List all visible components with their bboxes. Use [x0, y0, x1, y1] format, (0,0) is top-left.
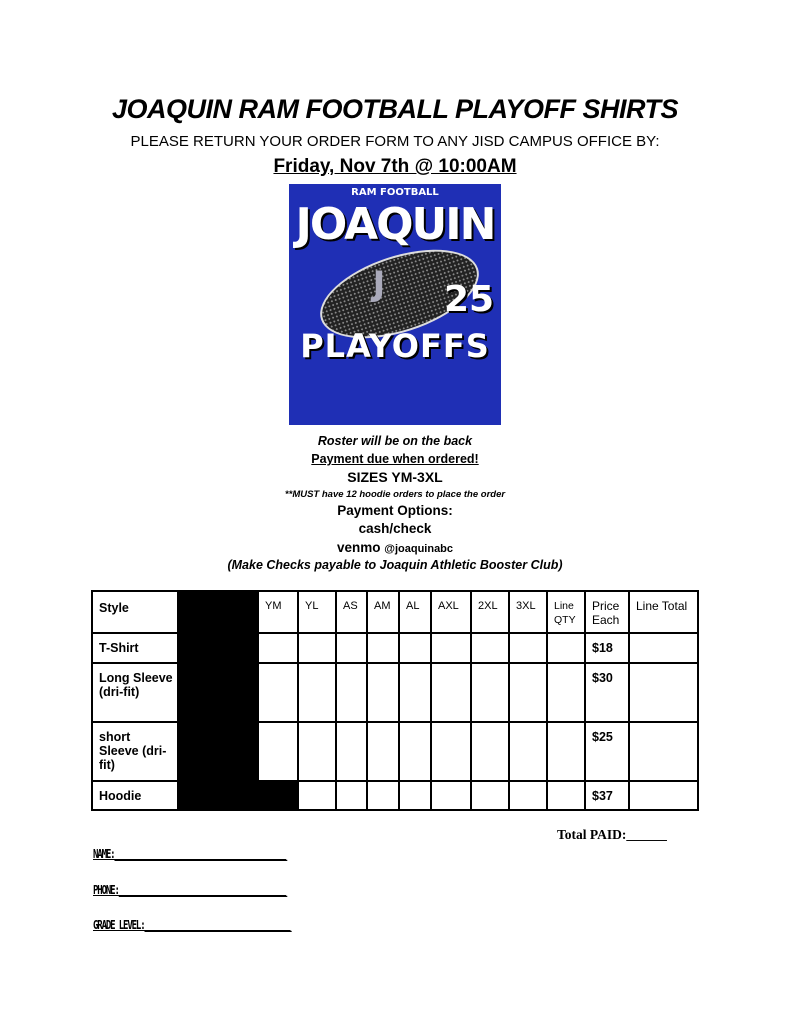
sizes: SIZES YM-3XL: [347, 469, 443, 485]
poster-name: JOAQUIN: [295, 199, 495, 250]
price-cell: $30: [585, 663, 629, 722]
hoodie-note: **MUST have 12 hoodie orders to place the order: [284, 489, 506, 500]
qty-input[interactable]: [367, 781, 399, 810]
header-style: Style: [92, 591, 178, 633]
qty-input[interactable]: [367, 633, 399, 663]
venmo-line: [0, 540, 790, 557]
redacted-cell: [178, 722, 258, 781]
header-line-total: Line Total: [629, 591, 698, 633]
cash-check: cash/check: [358, 521, 432, 536]
qty-input[interactable]: [258, 722, 298, 781]
qty-input[interactable]: [509, 781, 547, 810]
roster-note: Roster will be on the back: [317, 434, 473, 448]
return-instructions: PLEASE RETURN YOUR ORDER FORM TO ANY JISD CAMPUS OFFICE BY:: [130, 133, 660, 150]
playoff-poster-image: [289, 184, 501, 425]
qty-input[interactable]: [399, 781, 431, 810]
qty-input[interactable]: [298, 722, 336, 781]
line-qty-input[interactable]: [547, 722, 585, 781]
header-price-each: Price Each: [585, 591, 629, 633]
table-row: [92, 633, 698, 663]
poster-year: 25: [443, 279, 495, 320]
qty-input[interactable]: [336, 722, 367, 781]
name-field[interactable]: NAME:________________________________________: [93, 847, 287, 861]
qty-input[interactable]: [298, 781, 336, 810]
qty-input[interactable]: [471, 663, 509, 722]
qty-input[interactable]: [431, 663, 471, 722]
qty-input[interactable]: [367, 663, 399, 722]
qty-input[interactable]: [298, 663, 336, 722]
price-cell: $37: [585, 781, 629, 810]
line-total-input[interactable]: [629, 633, 698, 663]
header-as: AS: [336, 591, 367, 633]
qty-input[interactable]: [509, 722, 547, 781]
payment-due: Payment due when ordered!: [311, 452, 479, 466]
qty-input[interactable]: [336, 633, 367, 663]
qty-input[interactable]: [258, 663, 298, 722]
table-row: [92, 663, 698, 722]
poster-playoffs: PLAYOFFS: [300, 327, 490, 365]
header-al: AL: [399, 591, 431, 633]
qty-input[interactable]: [298, 633, 336, 663]
qty-input[interactable]: [399, 633, 431, 663]
total-paid-field[interactable]: Total PAID:______: [557, 827, 667, 842]
poster-letter: J: [372, 264, 386, 304]
qty-input[interactable]: [336, 663, 367, 722]
grade-level-field[interactable]: GRADE LEVEL:__________________________________: [93, 918, 291, 932]
venmo-label: venmo: [336, 540, 381, 555]
table-row: [92, 781, 698, 810]
deadline: Friday, Nov 7th @ 10:00AM: [273, 156, 517, 177]
style-cell: Hoodie: [92, 781, 178, 810]
redacted-column: [178, 591, 258, 633]
header-yl: YL: [298, 591, 336, 633]
qty-input[interactable]: [399, 722, 431, 781]
line-qty-input[interactable]: [547, 663, 585, 722]
redacted-cell: [178, 781, 258, 810]
qty-input[interactable]: [399, 663, 431, 722]
price-cell: $18: [585, 633, 629, 663]
header-am: AM: [367, 591, 399, 633]
qty-input[interactable]: [431, 722, 471, 781]
header-2xl: 2XL: [471, 591, 509, 633]
page-title: JOAQUIN RAM FOOTBALL PLAYOFF SHIRTS: [111, 94, 678, 124]
payment-options: Payment Options:: [337, 503, 453, 518]
style-cell: Long Sleeve (dri-fit): [92, 663, 178, 722]
qty-input[interactable]: [471, 633, 509, 663]
qty-input[interactable]: [258, 633, 298, 663]
header-row: [92, 591, 698, 633]
style-cell: T-Shirt: [92, 633, 178, 663]
line-total-input[interactable]: [629, 663, 698, 722]
price-cell: $25: [585, 722, 629, 781]
line-qty-input[interactable]: [547, 633, 585, 663]
line-total-input[interactable]: [629, 781, 698, 810]
line-qty-input[interactable]: [547, 781, 585, 810]
header-ym: YM: [258, 591, 298, 633]
qty-input[interactable]: [367, 722, 399, 781]
table-row: [92, 722, 698, 781]
header-axl: AXL: [431, 591, 471, 633]
qty-input[interactable]: [431, 781, 471, 810]
header-3xl: 3XL: [509, 591, 547, 633]
redacted-cell: [178, 633, 258, 663]
line-total-input[interactable]: [629, 722, 698, 781]
poster-top-text: RAM FOOTBALL: [351, 187, 439, 198]
redacted-cell: [258, 781, 298, 810]
order-table: [91, 590, 699, 811]
redacted-cell: [178, 663, 258, 722]
checks-note: (Make Checks payable to Joaquin Athletic Booster Club): [227, 558, 563, 572]
qty-input[interactable]: [471, 781, 509, 810]
qty-input[interactable]: [336, 781, 367, 810]
qty-input[interactable]: [471, 722, 509, 781]
header-line-qty: Line QTY: [547, 591, 585, 633]
phone-field[interactable]: PHONE:_______________________________________: [93, 883, 287, 897]
venmo-handle: @joaquinabc: [384, 543, 454, 555]
qty-input[interactable]: [509, 633, 547, 663]
style-cell: short Sleeve (dri-fit): [92, 722, 178, 781]
qty-input[interactable]: [509, 663, 547, 722]
qty-input[interactable]: [431, 633, 471, 663]
